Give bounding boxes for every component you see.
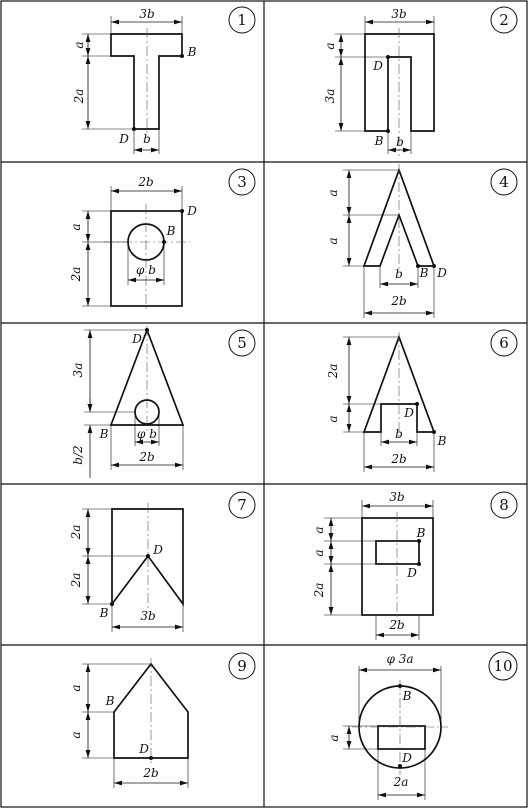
a-label: a (72, 41, 86, 49)
inner-rectangle (378, 726, 425, 749)
point-b-label: B (105, 694, 115, 708)
panel-number: 1 (237, 11, 247, 29)
a-label: a (323, 42, 337, 50)
point-d (386, 55, 390, 59)
point-d (149, 756, 153, 760)
point-d-label: D (373, 59, 383, 73)
b-label: b (143, 132, 151, 146)
b-label: b (396, 135, 404, 149)
a-label-lower: a (326, 237, 340, 245)
a-label-upper: a (326, 189, 340, 197)
point-b-label: B (187, 45, 197, 59)
panel-number: 6 (499, 334, 509, 352)
inner-rectangle (376, 541, 419, 564)
panel-number: 2 (499, 11, 509, 29)
a-label-lower: a (312, 549, 326, 557)
3a-label: 3a (323, 88, 337, 104)
point-d-label: D (404, 406, 414, 420)
panel-5 (71, 326, 255, 478)
diameter-label: φ b (137, 427, 157, 441)
a-label-upper: a (69, 684, 83, 692)
point-b-label: B (99, 427, 109, 441)
panel-3 (69, 169, 255, 312)
width-label: 3b (391, 7, 407, 21)
b-label: b (395, 267, 403, 281)
panel-number: 8 (499, 496, 509, 514)
2a-label-lower: 2a (69, 572, 83, 588)
point-d (417, 562, 421, 566)
3b-label: 3b (389, 490, 405, 504)
2a-label: 2a (393, 775, 409, 789)
2a-label: 2a (72, 88, 86, 104)
a-label-upper: a (312, 526, 326, 534)
point-d (432, 264, 436, 268)
a-label: a (327, 734, 341, 742)
2a-label: 2a (69, 266, 83, 282)
panel-number: 3 (237, 173, 247, 191)
point-d (132, 127, 136, 131)
point-d-label: D (153, 543, 163, 557)
2b-label: 2b (391, 294, 407, 308)
panel-8 (312, 490, 517, 640)
width-label: 3b (139, 7, 155, 21)
point-d (145, 328, 149, 332)
point-d-label: D (407, 566, 417, 580)
point-d-label: D (119, 132, 129, 146)
diameter-label: φ 3a (386, 652, 414, 666)
3a-label: 3a (71, 362, 85, 378)
3b-label: 3b (140, 609, 156, 623)
2b-label: 2b (389, 618, 405, 632)
point-b-label: B (419, 266, 429, 280)
point-b-label: B (416, 526, 426, 540)
point-b (180, 54, 184, 58)
point-d-label: D (437, 266, 447, 280)
point-b-label: B (99, 606, 109, 620)
panel-9 (69, 653, 255, 788)
b-label: b (395, 427, 403, 441)
width-label: 2b (138, 175, 154, 189)
a-label-lower: a (69, 731, 83, 739)
point-d-label: D (187, 204, 197, 218)
panel-6 (326, 330, 517, 472)
2b-label: 2b (391, 452, 407, 466)
2a-label: 2a (312, 582, 326, 598)
b-half-label: b/2 (71, 445, 85, 465)
panel-10 (327, 652, 517, 800)
panel-number: 10 (493, 657, 513, 675)
a-label: a (326, 415, 340, 423)
a-label: a (69, 223, 83, 231)
panel-7 (69, 492, 255, 632)
2a-label: 2a (326, 363, 340, 379)
panel-number: 5 (237, 334, 247, 352)
inverted-u-shape (365, 34, 434, 131)
point-d-label: D (402, 751, 412, 765)
point-d-label: D (139, 742, 149, 756)
point-d (415, 402, 419, 406)
panel-number: 7 (237, 496, 247, 514)
point-d (180, 209, 184, 213)
point-d-label: D (132, 332, 142, 346)
point-b (162, 240, 166, 244)
point-b-label: B (374, 134, 384, 148)
point-d (146, 554, 150, 558)
diameter-label: φ b (136, 263, 156, 277)
point-b-label: B (402, 689, 412, 703)
t-shape (111, 34, 182, 129)
point-b-label: B (166, 224, 176, 238)
point-b-label: B (437, 434, 447, 448)
panel-1 (72, 7, 255, 154)
point-b (432, 430, 436, 434)
2a-label-upper: 2a (69, 524, 83, 540)
point-b (398, 684, 402, 688)
2b-label: 2b (139, 450, 155, 464)
2b-label: 2b (143, 766, 159, 780)
panel-4 (326, 164, 517, 318)
panel-2 (323, 7, 517, 156)
panel-number: 9 (237, 657, 247, 675)
panel-number: 4 (499, 173, 509, 191)
